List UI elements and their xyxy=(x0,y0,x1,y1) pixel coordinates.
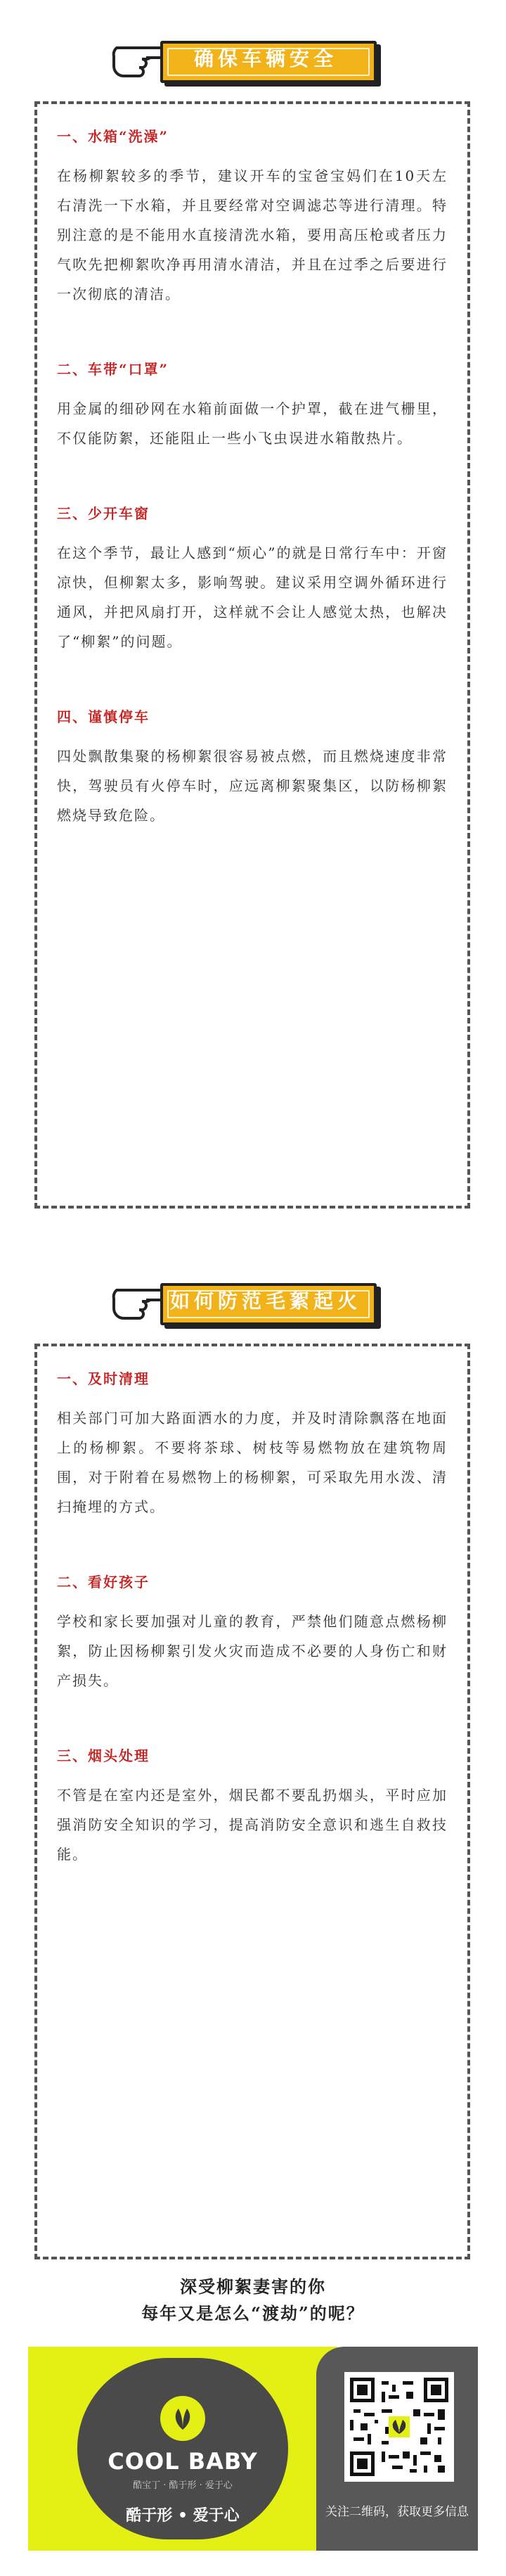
banner-title: 如何防范毛絮起火 xyxy=(169,1289,361,1313)
brand-logo xyxy=(84,2396,281,2525)
item-text: 相关部门可加大路面洒水的力度，并及时清除飘落在地面上的杨柳絮。不要将茶球、树枝等易燃物放在建筑物周围，对于附着在易燃物上的杨柳絮，可采取先用水泼、清扫掩埋的方式。 xyxy=(57,1410,448,1515)
section-banner-car-safety xyxy=(111,24,392,89)
item-text: 在杨柳絮较多的季节，建议开车的宝爸宝妈们在10天左右清洗一下水箱，并且要经常对空调滤芯等进行清理。特别注意的是不能用水直接清洗水箱，要用高压枪或者压力气吹先把柳絮吹净再用清水清洁，并且在过季之后要进行一次彻底的清洁。 xyxy=(57,167,448,302)
item-text: 在这个季节，最让人感到“烦心”的就是日常行车中：开窗凉快，但柳絮太多，影响驾驶。建议采用空调外循环进行通风，并把风扇打开，这样就不会让人感觉太热，也解决了“柳絮”的问题。 xyxy=(57,544,448,650)
brand-footer xyxy=(28,2347,478,2551)
qr-code[interactable] xyxy=(344,2372,454,2482)
section-banner-fire-prevention xyxy=(111,1266,392,1331)
leaf-logo-icon xyxy=(160,2396,205,2441)
item-text: 学校和家长要加强对儿童的教育，严禁他们随意点燃杨柳絮，防止因杨柳絮引发火灾而造成不必要的人身伤亡和财产损失。 xyxy=(57,1613,448,1689)
item-heading: 三、烟头处理 xyxy=(57,1747,150,1764)
brand-name: COOL BABY xyxy=(108,2448,258,2475)
item-heading: 一、及时清理 xyxy=(57,1370,150,1387)
closing-line-1: 深受柳絮妻害的你 xyxy=(180,2276,326,2297)
item-heading: 四、谨慎停车 xyxy=(57,708,150,725)
item-heading: 二、看好孩子 xyxy=(57,1574,150,1590)
closing-question xyxy=(0,2274,506,2327)
item-text: 用金属的细砂网在水箱前面做一个护罩，截在进气栅里，不仅能防絮，还能阻止一些小飞虫误进水箱散热片。 xyxy=(57,400,448,447)
car-safety-panel xyxy=(34,101,470,1209)
banner-title: 确保车辆安全 xyxy=(193,47,337,70)
brand-slogan: 酷于形 • 爱于心 xyxy=(126,2507,240,2525)
qr-caption: 关注二维码，获取更多信息 xyxy=(325,2505,469,2519)
item-heading: 三、少开车窗 xyxy=(57,505,150,522)
item-text: 四处飘散集聚的杨柳絮很容易被点燃，而且燃烧速度非常快，驾驶员有火停车时，应远离柳絮聚集区，以防杨柳絮燃烧导致危险。 xyxy=(57,748,448,824)
closing-line-2: 每年又是怎么“渡劫”的呢？ xyxy=(141,2303,365,2323)
fire-prevention-panel xyxy=(34,1344,470,2259)
item-text: 不管是在室内还是室外，烟民都不要乱扔烟头，平时应加强消防安全知识的学习，提高消防安全意识和逃生自救技能。 xyxy=(57,1787,448,1863)
brand-subtitle: 酷宝丁 · 酷于形 · 爱于心 xyxy=(133,2480,233,2491)
item-heading: 二、车带“口罩” xyxy=(57,361,169,378)
item-heading: 一、水箱“洗澡” xyxy=(57,128,169,145)
